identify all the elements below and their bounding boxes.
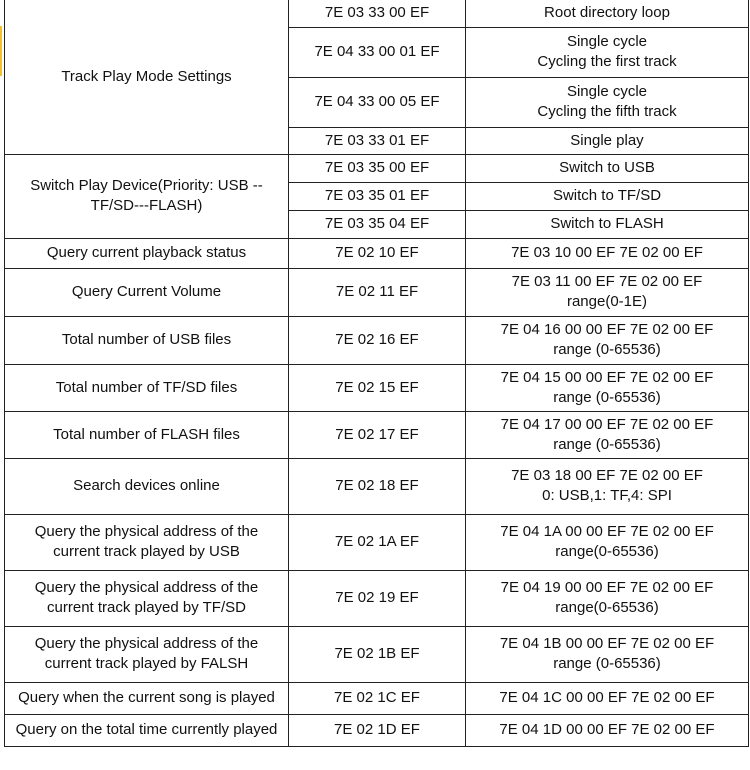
description-cell: Single cycle Cycling the fifth track [466,77,749,127]
function-cell: Query current playback status [5,238,289,268]
function-cell: Total number of FLASH files [5,411,289,458]
table-row [5,268,749,316]
command-cell: 7E 02 17 EF [289,411,466,458]
function-cell: Search devices online [5,458,289,514]
table-row [5,154,749,182]
table-row [5,411,749,458]
description-cell: Switch to FLASH [466,210,749,238]
command-table [4,0,749,747]
description-cell: Single play [466,127,749,154]
command-cell: 7E 02 18 EF [289,458,466,514]
response-cell: 7E 04 1B 00 00 EF 7E 02 00 EF range (0-65536) [466,626,749,682]
function-cell: Switch Play Device(Priority: USB -- TF/SD---FLASH) [5,154,289,238]
table-row [5,364,749,411]
command-cell: 7E 02 1C EF [289,682,466,714]
command-cell: 7E 04 33 00 01 EF [289,27,466,77]
command-cell: 7E 03 33 00 EF [289,0,466,27]
function-cell: Query the physical address of the current track played by USB [5,514,289,570]
command-cell: 7E 02 11 EF [289,268,466,316]
table-row [5,626,749,682]
response-cell: 7E 04 1C 00 00 EF 7E 02 00 EF [466,682,749,714]
function-cell: Query the physical address of the current track played by TF/SD [5,570,289,626]
table-row [5,682,749,714]
command-cell: 7E 03 33 01 EF [289,127,466,154]
command-cell: 7E 03 35 01 EF [289,182,466,210]
function-cell: Query the physical address of the current track played by FALSH [5,626,289,682]
response-cell: 7E 03 18 00 EF 7E 02 00 EF 0: USB,1: TF,4: SPI [466,458,749,514]
response-cell: 7E 04 1A 00 00 EF 7E 02 00 EF range(0-65536) [466,514,749,570]
table-row [5,570,749,626]
table-row [5,238,749,268]
function-cell: Total number of TF/SD files [5,364,289,411]
function-cell: Total number of USB files [5,316,289,364]
command-cell: 7E 02 10 EF [289,238,466,268]
command-cell: 7E 02 1A EF [289,514,466,570]
command-cell: 7E 04 33 00 05 EF [289,77,466,127]
description-cell: Single cycle Cycling the first track [466,27,749,77]
table-row [5,714,749,746]
table-row [5,0,749,27]
accent-bar [0,26,2,76]
response-cell: 7E 04 15 00 00 EF 7E 02 00 EF range (0-65536) [466,364,749,411]
table-row [5,514,749,570]
response-cell: 7E 04 19 00 00 EF 7E 02 00 EF range(0-65536) [466,570,749,626]
response-cell: 7E 03 10 00 EF 7E 02 00 EF [466,238,749,268]
command-cell: 7E 02 19 EF [289,570,466,626]
command-cell: 7E 02 1D EF [289,714,466,746]
function-cell: Query on the total time currently played [5,714,289,746]
function-cell: Query when the current song is played [5,682,289,714]
command-cell: 7E 02 16 EF [289,316,466,364]
response-cell: 7E 04 16 00 00 EF 7E 02 00 EF range (0-65536) [466,316,749,364]
description-cell: Switch to USB [466,154,749,182]
function-cell: Query Current Volume [5,268,289,316]
response-cell: 7E 04 1D 00 00 EF 7E 02 00 EF [466,714,749,746]
function-cell: Track Play Mode Settings [5,0,289,154]
command-cell: 7E 03 35 04 EF [289,210,466,238]
table-row [5,316,749,364]
table-row [5,458,749,514]
response-cell: 7E 04 17 00 00 EF 7E 02 00 EF range (0-65536) [466,411,749,458]
response-cell: 7E 03 11 00 EF 7E 02 00 EF range(0-1E) [466,268,749,316]
command-cell: 7E 03 35 00 EF [289,154,466,182]
command-cell: 7E 02 1B EF [289,626,466,682]
description-cell: Root directory loop [466,0,749,27]
command-cell: 7E 02 15 EF [289,364,466,411]
description-cell: Switch to TF/SD [466,182,749,210]
